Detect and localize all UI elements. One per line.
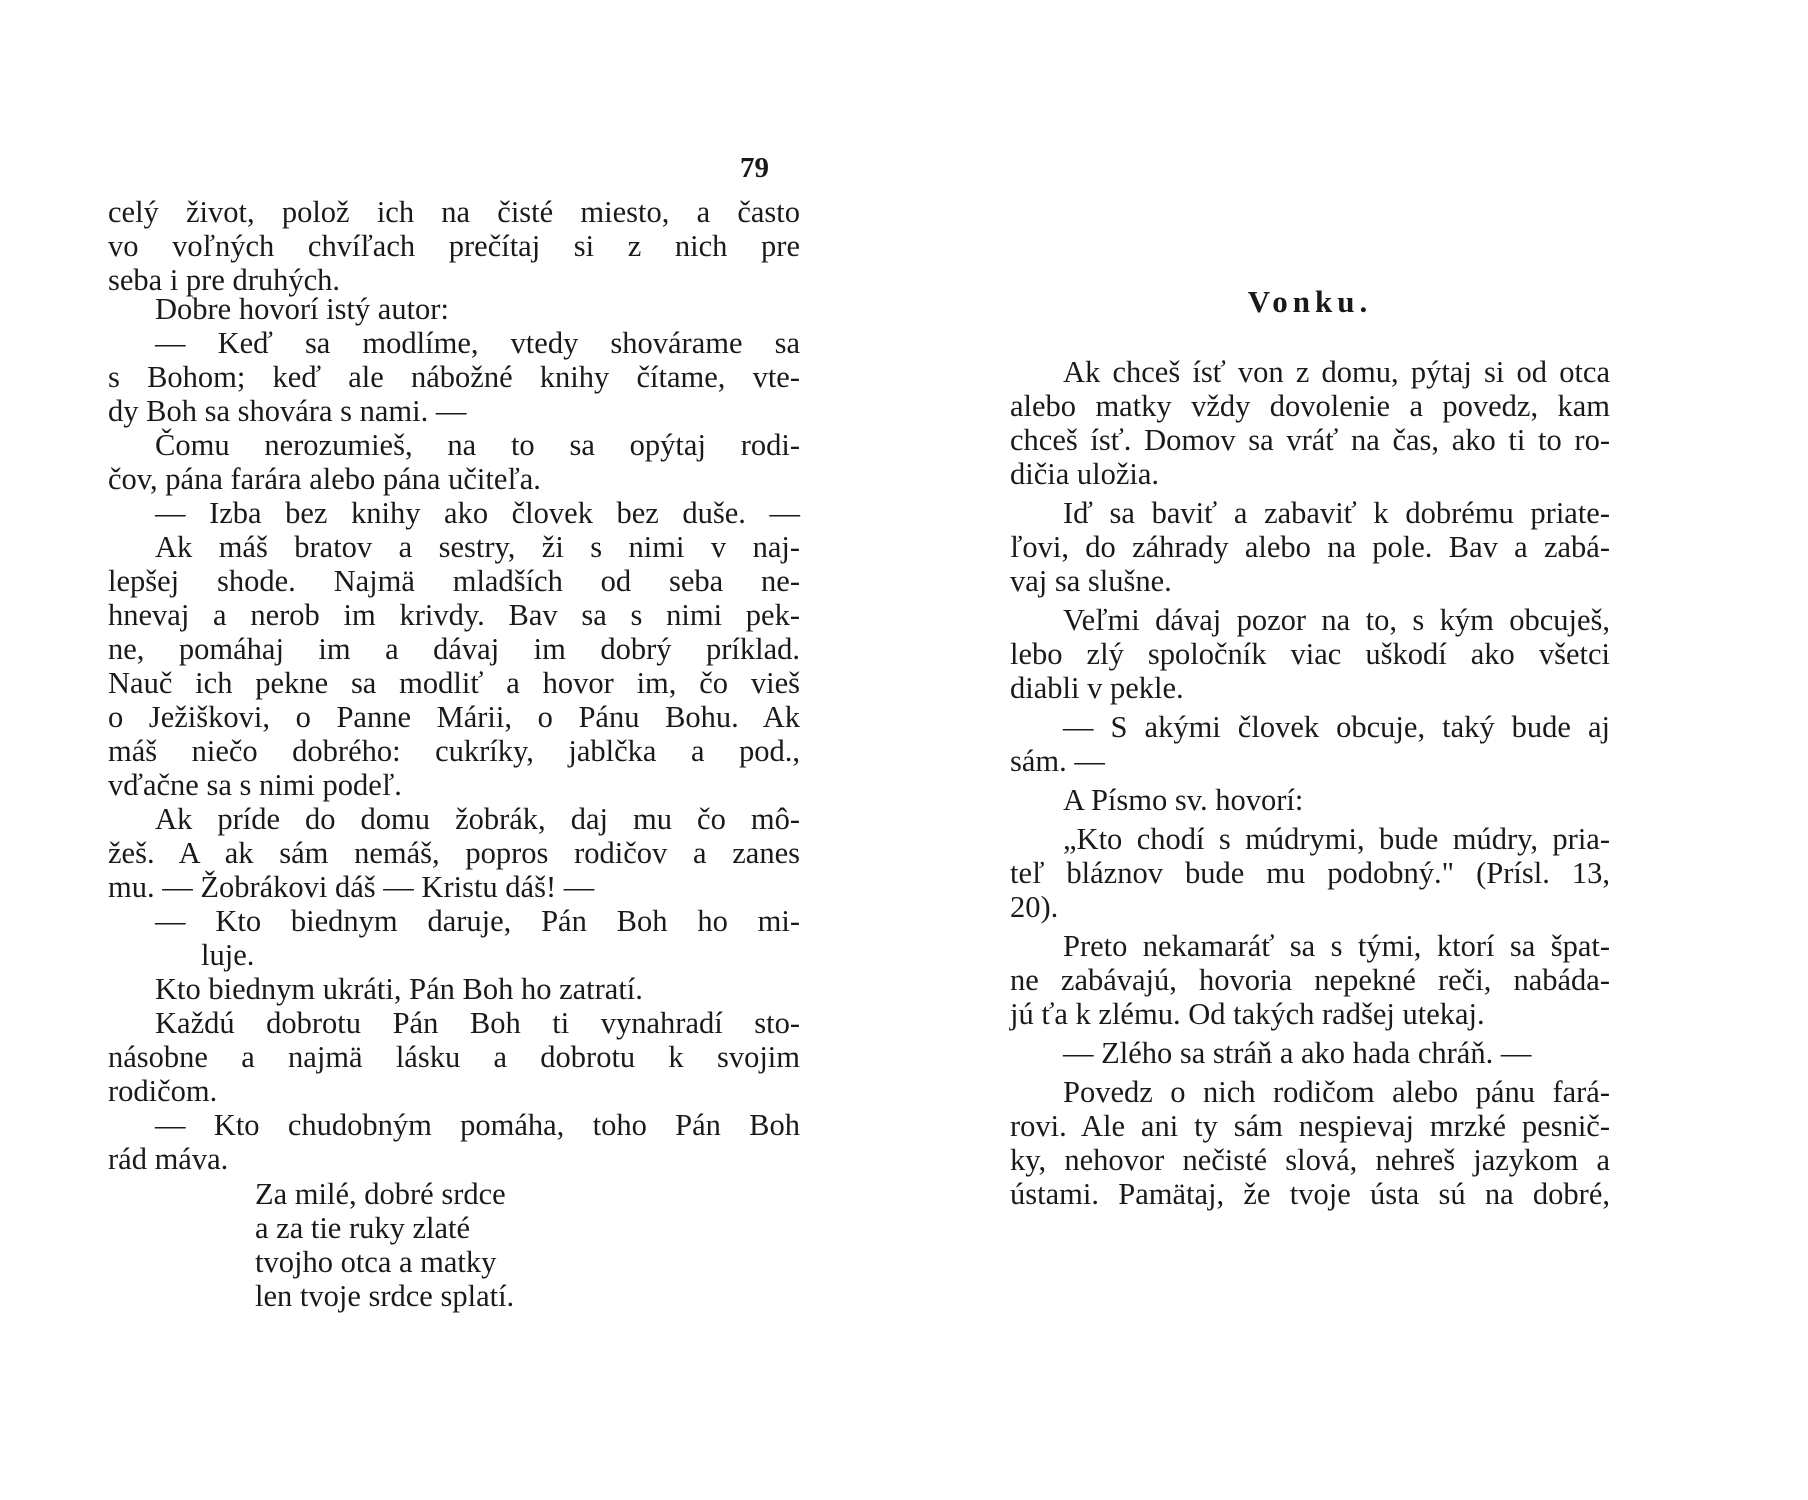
text-line: vďačne sa s nimi podeľ. <box>108 768 402 802</box>
text-line: A Písmo sv. hovorí: <box>1063 783 1304 817</box>
text-line: — Kto biednym daruje, Pán Boh ho mi- <box>155 904 800 938</box>
text-line: Nauč ich pekne sa modliť a hovor im, čo vieš <box>108 666 800 700</box>
text-line: celý život, polož ich na čisté miesto, a často <box>108 195 800 229</box>
text-line: Dobre hovorí istý autor: <box>155 292 449 326</box>
text-line: násobne a najmä lásku a dobrotu k svojim <box>108 1040 800 1074</box>
verse-line: a za tie ruky zlaté <box>255 1211 471 1245</box>
right-page <box>904 0 1808 1500</box>
text-line: lebo zlý spoločník viac uškodí ako všetci <box>1010 637 1610 671</box>
text-line: sám. — <box>1010 744 1105 778</box>
text-line: seba i pre druhých. <box>108 263 341 297</box>
text-line: teľ bláznov bude mu podobný." (Prísl. 13, <box>1010 856 1610 890</box>
text-line: Ak máš bratov a sestry, ži s nimi v naj- <box>155 530 800 564</box>
text-line: ľovi, do záhrady alebo na pole. Bav a zabá- <box>1010 530 1610 564</box>
text-line: Preto nekamaráť sa s tými, ktorí sa špat- <box>1063 929 1610 963</box>
text-line: luje. <box>201 938 255 972</box>
text-line: žeš. A ak sám nemáš, popros rodičov a zanes <box>108 836 800 870</box>
text-line: ne zabávajú, hovoria nepekné reči, nabáda- <box>1010 963 1610 997</box>
text-line: máš niečo dobrého: cukríky, jablčka a pod., <box>108 734 800 768</box>
text-line: Iď sa baviť a zabaviť k dobrému priate- <box>1063 496 1610 530</box>
text-line: ne, pomáhaj im a dávaj im dobrý príklad. <box>108 632 800 666</box>
text-line: o Ježiškovi, o Panne Márii, o Pánu Bohu. Ak <box>108 700 800 734</box>
text-line: chceš ísť. Domov sa vráť na čas, ako ti to ro- <box>1010 423 1610 457</box>
text-line: vo voľných chvíľach prečítaj si z nich pre <box>108 229 800 263</box>
text-line: — S akými človek obcuje, taký bude aj <box>1063 710 1610 744</box>
text-line: vaj sa slušne. <box>1010 564 1172 598</box>
text-line: s Bohom; keď ale nábožné knihy čítame, vte- <box>108 360 800 394</box>
text-line: dy Boh sa shovára s nami. — <box>108 394 467 428</box>
text-line: Veľmi dávaj pozor na to, s kým obcuješ, <box>1063 603 1610 637</box>
verse-line: len tvoje srdce splatí. <box>255 1279 515 1313</box>
section-heading: Vonku. <box>1247 284 1373 319</box>
text-line: ky, nehovor nečisté slová, nehreš jazykom a <box>1010 1143 1610 1177</box>
page-number: 79 <box>740 152 769 184</box>
verse-line: Za milé, dobré srdce <box>255 1177 506 1211</box>
text-line: diabli v pekle. <box>1010 671 1184 705</box>
text-line: — Keď sa modlíme, vtedy shovárame sa <box>155 326 800 360</box>
text-line: ústami. Pamätaj, že tvoje ústa sú na dobré, <box>1010 1177 1610 1211</box>
text-line: dičia uložia. <box>1010 457 1160 491</box>
text-line: 20). <box>1010 890 1059 924</box>
text-line: mu. — Žobrákovi dáš — Kristu dáš! — <box>108 870 595 904</box>
text-line: lepšej shode. Najmä mladších od seba ne- <box>108 564 800 598</box>
text-line: Povedz o nich rodičom alebo pánu fará- <box>1063 1075 1610 1109</box>
text-line: — Kto chudobným pomáha, toho Pán Boh <box>155 1108 800 1142</box>
text-line: rovi. Ale ani ty sám nespievaj mrzké pesnič- <box>1010 1109 1610 1143</box>
text-line: — Izba bez knihy ako človek bez duše. — <box>155 496 800 530</box>
text-line: Ak príde do domu žobrák, daj mu čo mô- <box>155 802 800 836</box>
text-line: rád máva. <box>108 1142 229 1176</box>
text-line: rodičom. <box>108 1074 218 1108</box>
text-line: čov, pána farára alebo pána učiteľa. <box>108 462 541 496</box>
text-line: Ak chceš ísť von z domu, pýtaj si od otca <box>1063 355 1610 389</box>
text-line: alebo matky vždy dovolenie a povedz, kam <box>1010 389 1610 423</box>
text-line: jú ťa k zlému. Od takých radšej utekaj. <box>1010 997 1485 1031</box>
verse-line: tvojho otca a matky <box>255 1245 497 1279</box>
text-line: Kto biednym ukráti, Pán Boh ho zatratí. <box>155 972 643 1006</box>
text-line: Čomu nerozumieš, na to sa opýtaj rodi- <box>155 428 800 462</box>
text-line: Každú dobrotu Pán Boh ti vynahradí sto- <box>155 1006 800 1040</box>
text-line: — Zlého sa stráň a ako hada chráň. — <box>1063 1036 1532 1070</box>
text-line: „Kto chodí s múdrymi, bude múdry, pria- <box>1063 822 1610 856</box>
text-line: hnevaj a nerob im krivdy. Bav sa s nimi pek- <box>108 598 800 632</box>
